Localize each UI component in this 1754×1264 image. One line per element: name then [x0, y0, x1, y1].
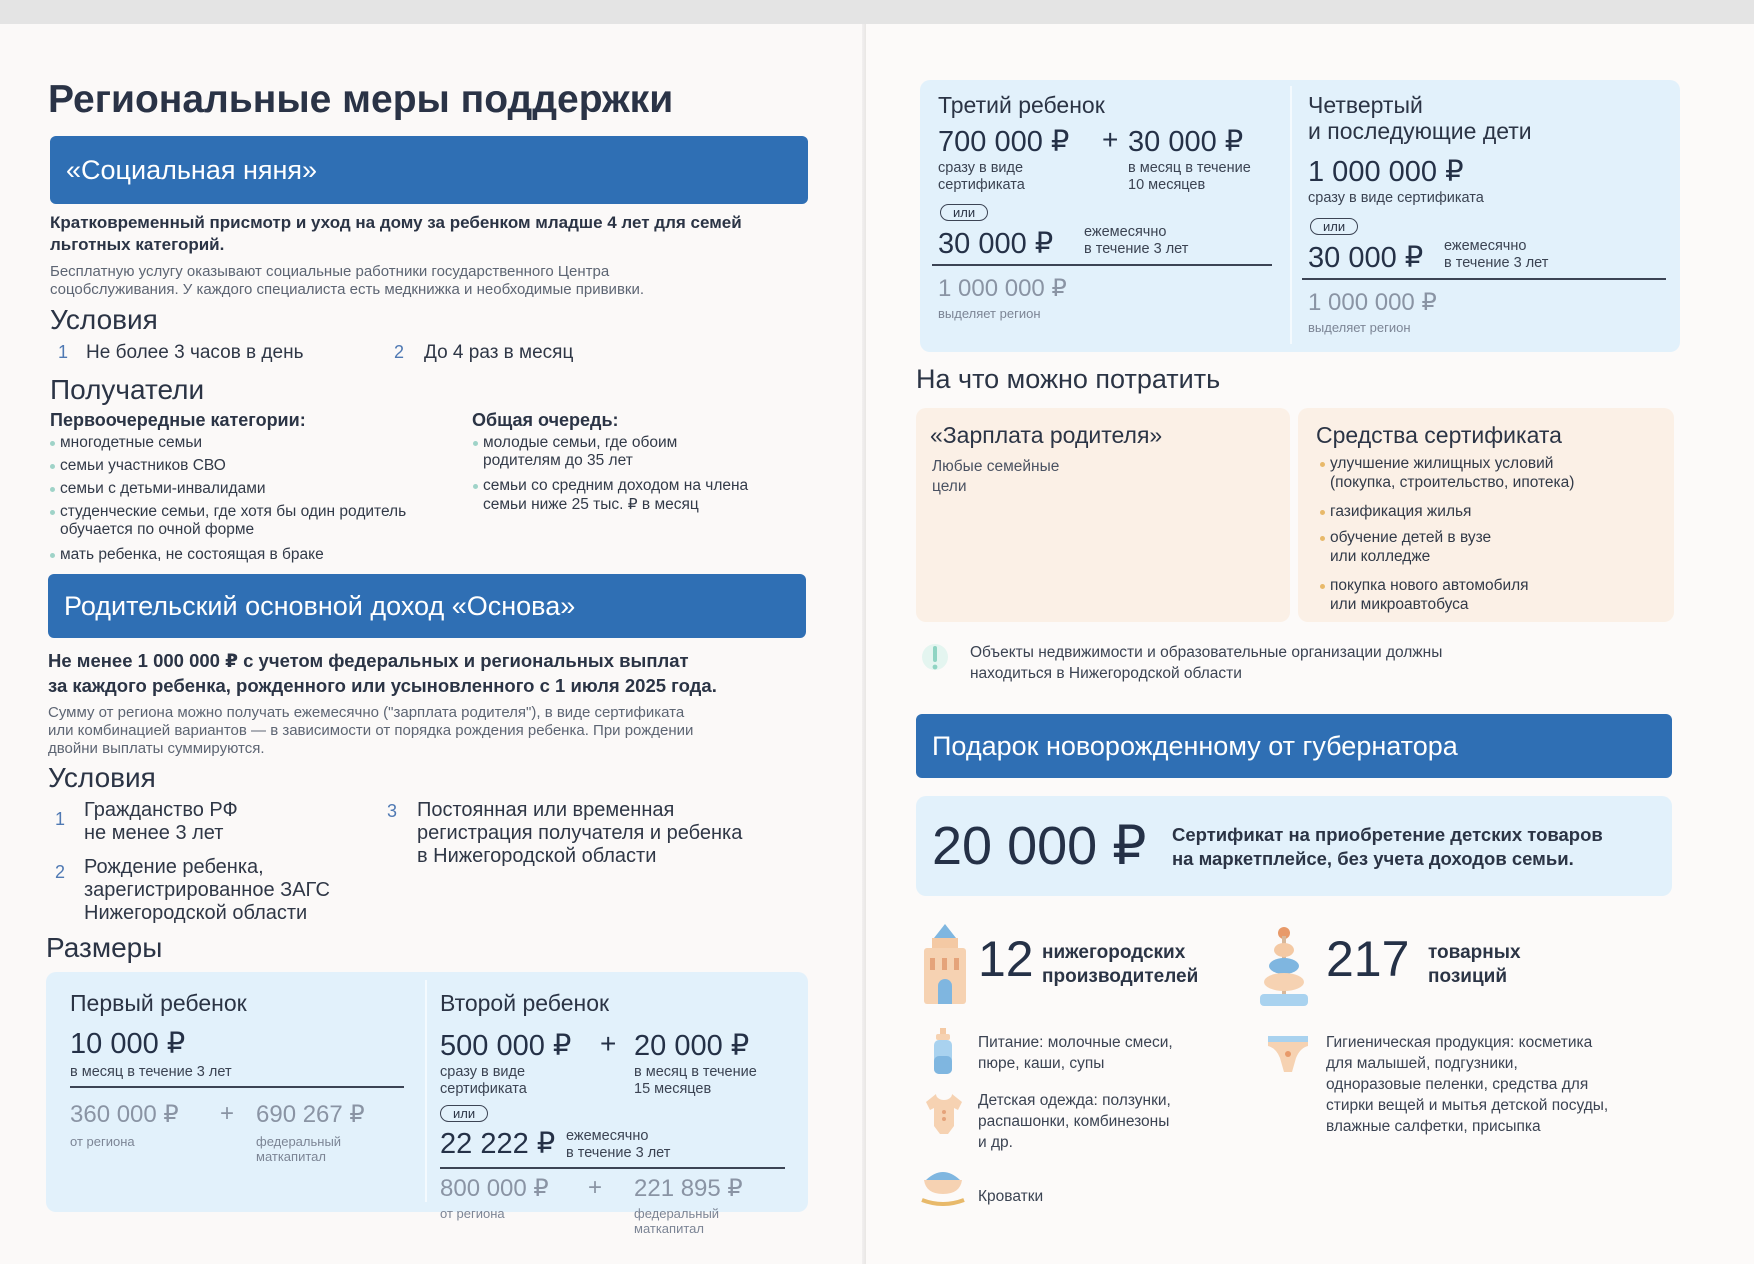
fourth-cert-amount: 1 000 000 ₽: [1308, 156, 1464, 188]
list-item: многодетные семьи: [60, 434, 203, 451]
food-text-2: пюре, каши, супы: [978, 1055, 1105, 1072]
first-region-amount: 360 000 ₽: [70, 1101, 179, 1128]
third-cert-amount: 700 000 ₽: [938, 126, 1070, 158]
items-count: 217: [1326, 931, 1410, 987]
general-title: Общая очередь:: [472, 410, 619, 430]
osnova-lead-2: за каждого ребенка, рожденного или усыновленного с 1 июля 2025 года.: [48, 675, 717, 696]
page-title: Региональные меры поддержки: [48, 78, 674, 121]
divider: [425, 980, 427, 1202]
second-monthly-caption-2: 15 месяцев: [634, 1081, 712, 1097]
second-federal-caption: федеральный: [634, 1206, 720, 1221]
second-monthly-amount: 20 000 ₽: [634, 1030, 750, 1062]
nanny-desc: Бесплатную услугу оказывают социальные работники государственного Центра: [50, 263, 610, 280]
nanny-lead-2: льготных категорий.: [50, 235, 225, 254]
onesie-icon: [924, 1092, 964, 1136]
third-monthly-caption: в месяц в течение: [1128, 160, 1251, 176]
third-alt-caption: ежемесячно: [1084, 224, 1167, 240]
divider: [440, 1167, 785, 1169]
baby-bottle-icon: [930, 1028, 956, 1076]
second-cert-amount: 500 000 ₽: [440, 1030, 572, 1062]
second-alt-amount: 22 222 ₽: [440, 1128, 556, 1160]
plus-sign: +: [1102, 124, 1119, 155]
cradle-icon: [920, 1160, 966, 1206]
list-item-cont: (покупка, строительство, ипотека): [1330, 474, 1575, 491]
fourth-child-title-2: и последующие дети: [1308, 118, 1532, 144]
fourth-cert-caption: сразу в виде сертификата: [1308, 190, 1484, 206]
recipients-title: Получатели: [50, 374, 205, 405]
osnova-desc-3: двойни выплаты суммируются.: [48, 740, 265, 757]
hygiene-text-2: для малышей, подгузники,: [1326, 1055, 1518, 1072]
items-label: товарных: [1428, 942, 1521, 963]
list-item: улучшение жилищных условий: [1330, 455, 1554, 472]
plus-sign: +: [600, 1028, 617, 1059]
or-badge: или: [1310, 218, 1358, 235]
third-monthly-amount: 30 000 ₽: [1128, 126, 1244, 158]
list-item: покупка нового автомобиля: [1330, 577, 1529, 594]
salary-title: «Зарплата родителя»: [930, 422, 1163, 448]
sizes-title: Размеры: [46, 932, 163, 963]
third-alt-amount: 30 000 ₽: [938, 228, 1054, 260]
producers-label-2: производителей: [1042, 966, 1199, 987]
left-page: [0, 24, 866, 1264]
salary-text: Любые семейные: [932, 458, 1060, 475]
first-child-title: Первый ребенок: [70, 990, 247, 1016]
osnova-lead: Не менее 1 000 000 ₽ с учетом федеральных и региональных выплат: [48, 650, 689, 671]
condition-item-cont: в Нижегородской области: [417, 845, 657, 867]
condition-number: 2: [394, 342, 405, 362]
third-region-caption: выделяет регион: [938, 306, 1041, 321]
pyramid-toy-icon: [1258, 926, 1310, 1008]
items-label-2: позиций: [1428, 966, 1507, 987]
hygiene-text-3: одноразовые пеленки, средства для: [1326, 1076, 1589, 1093]
fourth-alt-amount: 30 000 ₽: [1308, 242, 1424, 274]
list-item: обучение детей в вузе: [1330, 529, 1492, 546]
condition-number: 1: [58, 342, 69, 362]
third-cert-caption: сразу в виде: [938, 160, 1024, 176]
third-monthly-caption-2: 10 месяцев: [1128, 177, 1206, 193]
condition-item: Постоянная или временная: [417, 799, 675, 821]
plus-sign: +: [220, 1100, 235, 1127]
notice-text-2: находиться в Нижегородской области: [970, 665, 1242, 682]
second-federal-amount: 221 895 ₽: [634, 1175, 743, 1202]
spend-title: На что можно потратить: [916, 364, 1221, 394]
nanny-desc-2: соцобслуживания. У каждого специалиста есть медкнижка и необходимые прививки.: [50, 281, 645, 298]
osnova-desc: Сумму от региона можно получать ежемесячно ("зарплата родителя"), в виде сертификата: [48, 704, 685, 721]
hygiene-text-5: влажные салфетки, присыпка: [1326, 1118, 1541, 1135]
list-item: мать ребенка, не состоящая в браке: [60, 546, 324, 563]
diaper-icon: [1266, 1032, 1310, 1074]
fourth-region-amount: 1 000 000 ₽: [1308, 289, 1437, 316]
second-federal-caption-2: маткапитал: [634, 1221, 704, 1236]
second-region-amount: 800 000 ₽: [440, 1175, 549, 1202]
or-badge: или: [940, 204, 988, 221]
list-item: молодые семьи, где обоим: [483, 434, 678, 451]
list-item-cont: родителям до 35 лет: [483, 452, 633, 469]
list-item: семьи со средним доходом на члена: [483, 477, 749, 494]
second-region-caption: от региона: [440, 1206, 505, 1221]
cribs-text: Кроватки: [978, 1188, 1044, 1205]
cert-funds-title: Средства сертификата: [1316, 422, 1562, 448]
nanny-lead: Кратковременный присмотр и уход на дому за ребенком младше 4 лет для семей: [50, 213, 742, 232]
third-child-title: Третий ребенок: [938, 92, 1105, 118]
salary-text-2: цели: [932, 478, 967, 495]
divider: [932, 264, 1272, 266]
condition-item: Не более 3 часов в день: [86, 342, 304, 363]
first-region-caption: от региона: [70, 1134, 135, 1149]
first-federal-caption-2: маткапитал: [256, 1149, 326, 1164]
osnova-conditions-title: Условия: [48, 762, 156, 793]
gift-desc: Сертификат на приобретение детских товаров: [1172, 824, 1603, 845]
clothes-text-3: и др.: [978, 1134, 1013, 1151]
list-item-cont: или микроавтобуса: [1330, 596, 1469, 613]
list-item-cont: обучается по очной форме: [60, 521, 255, 538]
first-federal-caption: федеральный: [256, 1134, 342, 1149]
osnova-desc-2: или комбинацией вариантов — в зависимости от порядка рождения ребенка. При рождении: [48, 722, 694, 739]
producers-count: 12: [978, 931, 1034, 987]
condition-item-cont: не менее 3 лет: [84, 822, 224, 844]
clothes-text-2: распашонки, комбинезоны: [978, 1113, 1170, 1130]
gift-header: Подарок новорожденному от губернатора: [916, 714, 1672, 778]
plus-sign: +: [588, 1174, 603, 1201]
divider: [1302, 278, 1666, 280]
fourth-alt-caption-2: в течение 3 лет: [1444, 255, 1549, 271]
condition-number: 3: [387, 801, 398, 821]
fourth-child-title: Четвертый: [1308, 92, 1423, 118]
list-item-cont: семьи ниже 25 тыс. ₽ в месяц: [483, 496, 699, 513]
priority-title: Первоочередные категории:: [50, 410, 306, 430]
condition-item-cont: зарегистрированное ЗАГС: [84, 879, 330, 901]
second-cert-caption: сразу в виде: [440, 1064, 526, 1080]
list-item: семьи с детьми-инвалидами: [60, 480, 266, 497]
second-monthly-caption: в месяц в течение: [634, 1064, 757, 1080]
condition-item: До 4 раз в месяц: [424, 342, 574, 363]
notice-text: Объекты недвижимости и образовательные организации должны: [970, 644, 1443, 661]
exclamation-icon: [922, 638, 948, 676]
second-alt-caption-2: в течение 3 лет: [566, 1145, 671, 1161]
nanny-conditions-title: Условия: [50, 304, 158, 335]
fourth-alt-caption: ежемесячно: [1444, 238, 1527, 254]
condition-item: Гражданство РФ: [84, 799, 238, 821]
gift-amount: 20 000 ₽: [932, 816, 1147, 876]
hygiene-text-4: стирки вещей и мытья детской посуды,: [1326, 1097, 1609, 1114]
or-badge: или: [440, 1105, 488, 1122]
producers-label: нижегородских: [1042, 942, 1186, 963]
divider: [70, 1086, 404, 1088]
condition-item: Рождение ребенка,: [84, 856, 264, 878]
hygiene-text: Гигиеническая продукция: косметика: [1326, 1034, 1593, 1051]
building-icon: [920, 924, 970, 1008]
food-text: Питание: молочные смеси,: [978, 1034, 1173, 1051]
gift-desc-2: на маркетплейсе, без учета доходов семьи.: [1172, 848, 1574, 869]
third-alt-caption-2: в течение 3 лет: [1084, 241, 1189, 257]
condition-item-cont: Нижегородской области: [84, 902, 308, 924]
third-region-amount: 1 000 000 ₽: [938, 275, 1067, 302]
second-alt-caption: ежемесячно: [566, 1128, 649, 1144]
right-page: [866, 24, 1754, 1264]
list-item: семьи участников СВО: [60, 457, 226, 474]
osnova-header: Родительский основной доход «Основа»: [48, 574, 806, 638]
second-child-title: Второй ребенок: [440, 990, 610, 1016]
first-child-amount: 10 000 ₽: [70, 1028, 186, 1060]
first-federal-amount: 690 267 ₽: [256, 1101, 365, 1128]
condition-number: 1: [55, 809, 66, 829]
list-item: газификация жилья: [1330, 503, 1472, 520]
first-child-amount-caption: в месяц в течение 3 лет: [70, 1064, 232, 1080]
list-item: студенческие семьи, где хотя бы один родитель: [60, 503, 407, 520]
list-item-cont: или колледже: [1330, 548, 1431, 565]
divider: [1290, 86, 1292, 344]
condition-item-cont: регистрация получателя и ребенка: [417, 822, 743, 844]
third-cert-caption-2: сертификата: [938, 177, 1025, 193]
second-cert-caption-2: сертификата: [440, 1081, 527, 1097]
nanny-header: «Социальная няня»: [50, 136, 808, 204]
condition-number: 2: [55, 862, 66, 882]
clothes-text: Детская одежда: ползунки,: [978, 1092, 1171, 1109]
fourth-region-caption: выделяет регион: [1308, 320, 1411, 335]
